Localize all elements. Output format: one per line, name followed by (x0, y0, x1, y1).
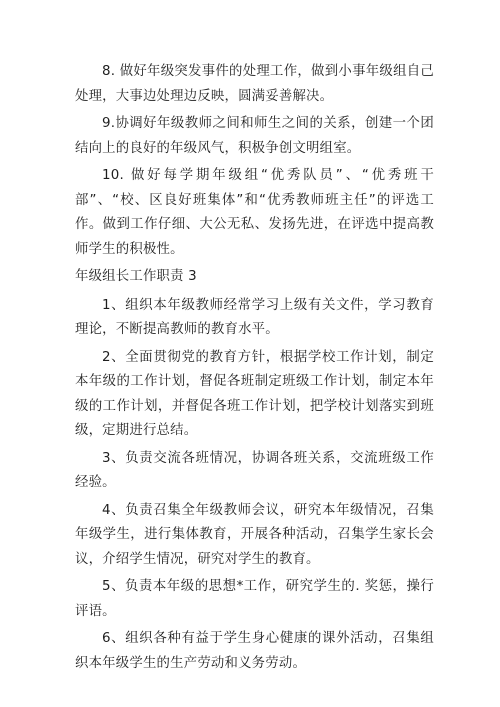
duty-item-2: 2、全面贯彻党的教育方针，根据学校工作计划，制定本年级的工作计划，督促各班制定班级工作计划，制定本年级的工作计划，并督促各班工作计划，把学校计划落实到班级，定期进行总结。 (75, 349, 434, 438)
duty-item-6: 6、组织各种有益于学生身心健康的课外活动，召集组织本年级学生的生产劳动和义务劳动。 (75, 631, 434, 671)
duty-item-1: 1、组织本年级教师经常学习上级有关文件，学习教育理论，不断提高教师的教育水平。 (75, 297, 434, 337)
duty-item-4: 4、负责召集全年级教师会议，研究本年级情况，召集年级学生，进行集体教育，开展各种活动，召集学生家长会议，介绍学生情况，研究对学生的教育。 (75, 502, 434, 567)
section-title: 年级组长工作职责 3 (75, 269, 197, 284)
paragraph-10: 10. 做好每学期年级组“优秀队员”、“优秀班干部”、“校、区良好班集体”和“优秀教师班主任”的评选工作。做到工作仔细、大公无私、发扬先进，在评选中提高教师学生的积极性。 (75, 168, 434, 257)
paragraph-8: 8. 做好年级突发事件的处理工作，做到小事年级组自己处理，大事边处理边反映，圆满妥善解决。 (75, 64, 434, 104)
duty-item-5: 5、负责本年级的思想*工作，研究学生的. 奖惩，操行评语。 (75, 579, 434, 619)
duty-item-3: 3、负责交流各班情况，协调各班关系，交流班级工作经验。 (75, 450, 434, 490)
paragraph-9: 9.协调好年级教师之间和师生之间的关系，创建一个团结向上的良好的年级风气，积极争创文明组室。 (75, 116, 434, 156)
